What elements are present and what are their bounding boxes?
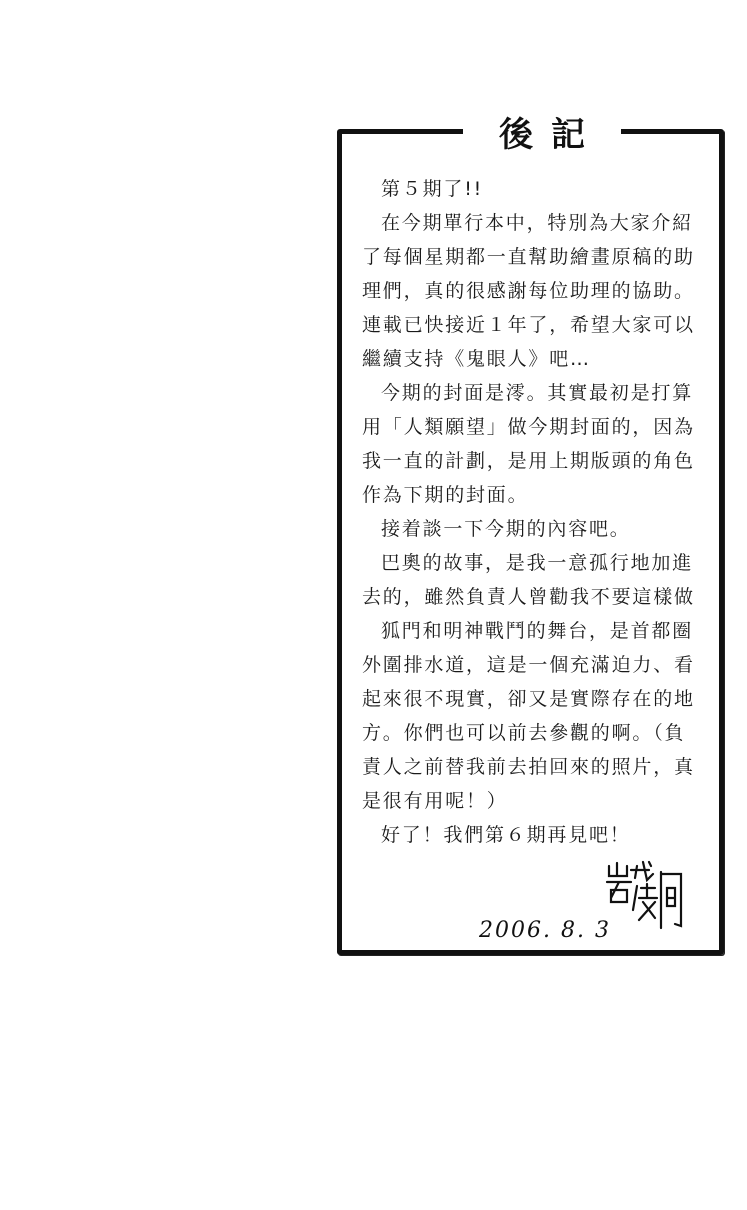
afterword-title: 後記 (499, 115, 603, 155)
text-line: 今期的封面是澪。其實最初是打算 (381, 382, 694, 404)
text-line: 去的，雖然負責人曾勸我不要這樣做 (362, 586, 695, 608)
text-line: 好了！我們第６期再見吧！ (381, 824, 631, 846)
text-line: 是很有用呢！） (362, 790, 508, 812)
text-line: 方。你們也可以前去參觀的啊。（負 (362, 722, 686, 744)
text-line: 理們，真的很感謝每位助理的協助。 (362, 280, 695, 302)
text-line: 外圍排水道，這是一個充滿迫力、看 (362, 654, 695, 676)
text-line: 第５期了!! (381, 178, 484, 200)
text-line: 在今期單行本中，特別為大家介紹 (381, 212, 694, 234)
text-line: 繼續支持《鬼眼人》吧… (362, 348, 591, 370)
text-line: 作為下期的封面。 (362, 484, 529, 506)
date: 2006. 8. 3 (479, 918, 611, 943)
text-line: 狐門和明神戰鬥的舞台，是首都圈 (381, 620, 694, 642)
text-line: 我一直的計劃，是用上期版頭的角色 (362, 450, 695, 472)
text-line: 巴奧的故事，是我一意孤行地加進 (381, 552, 694, 574)
text-line: 連載已快接近１年了，希望大家可以 (362, 314, 695, 336)
text-line: 用「人類願望」做今期封面的，因為 (362, 416, 695, 438)
author-signature (597, 858, 693, 936)
text-line: 接着談一下今期的內容吧。 (381, 518, 631, 540)
text-line: 責人之前替我前去拍回來的照片，真 (362, 756, 695, 778)
text-line: 了每個星期都一直幫助繪畫原稿的助 (362, 246, 695, 268)
text-line: 起來很不現實，卻又是實際存在的地 (362, 688, 695, 710)
afterword-body (362, 172, 714, 852)
